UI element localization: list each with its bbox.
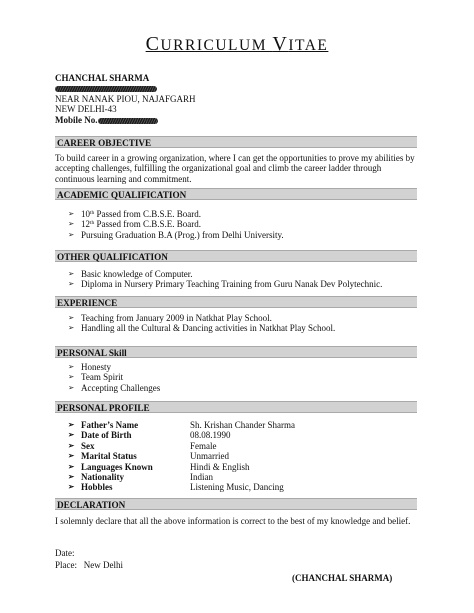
item-text-rest: Passed from C.B.S.E. Board. <box>94 209 202 219</box>
profile-row <box>68 430 418 440</box>
arrow-bullet-icon: ➢ <box>68 461 75 471</box>
list-item-text <box>81 209 201 219</box>
list-item-text: Team Spirit <box>81 372 124 383</box>
arrow-bullet-icon: ➢ <box>68 430 75 440</box>
profile-label-text: Languages Known <box>81 461 153 472</box>
title-part-itae: ITAE <box>288 37 329 54</box>
arrow-bullet-icon: ➢ <box>68 420 75 429</box>
arrow-bullet-icon: ➢ <box>68 269 75 278</box>
contact-block <box>55 73 435 125</box>
title-initial-v: V <box>272 33 289 55</box>
arrow-bullet-icon: ➢ <box>68 313 75 322</box>
arrow-bullet-icon: ➢ <box>68 382 75 392</box>
arrow-bullet-icon: ➢ <box>68 482 75 492</box>
profile-value: Listening Music, Dancing <box>190 482 284 493</box>
date-label: Date: <box>55 548 75 558</box>
profile-label <box>68 462 190 472</box>
arrow-bullet-icon: ➢ <box>68 209 75 218</box>
personal-skill-heading: PERSONAL Skill <box>55 346 417 358</box>
arrow-bullet-icon: ➢ <box>68 323 75 333</box>
profile-label <box>68 420 190 430</box>
profile-value: Female <box>190 440 217 451</box>
item-text: 12 <box>81 219 90 230</box>
mobile-line <box>55 115 435 125</box>
arrow-bullet-icon: ➢ <box>68 372 75 382</box>
place-value: New Delhi <box>83 560 123 570</box>
career-objective-heading: CAREER OBJECTIVE <box>55 136 417 148</box>
address-line-2: NEW DELHI-43 <box>55 104 117 115</box>
profile-label-text: Sex <box>81 440 95 451</box>
profile-row <box>68 451 418 461</box>
list-item-text: Basic knowledge of Computer. <box>81 269 193 279</box>
profile-row <box>68 482 418 492</box>
experience-list <box>68 313 418 334</box>
academic-item <box>68 219 418 229</box>
profile-label-text: Date of Birth <box>81 430 132 441</box>
academic-item <box>68 230 418 240</box>
academic-item <box>68 209 418 219</box>
skill-item <box>68 362 418 372</box>
ordinal-suffix: th <box>90 210 95 216</box>
profile-value: Unmarried <box>190 451 229 462</box>
profile-label-text: Father’s Name <box>81 420 139 430</box>
profile-label <box>68 441 190 451</box>
signature: (CHANCHAL SHARMA) <box>292 573 393 583</box>
profile-row <box>68 462 418 472</box>
profile-value: Hindi & English <box>190 461 250 472</box>
arrow-bullet-icon: ➢ <box>68 451 75 461</box>
list-item-text: Accepting Challenges <box>81 382 161 393</box>
other-qualification-item <box>68 279 418 289</box>
declaration-heading: DECLARATION <box>55 498 417 510</box>
place-label: Place: <box>55 560 77 570</box>
document-title <box>0 32 474 57</box>
list-item-text: Teaching from January 2009 in Natkhat Play School. <box>81 313 272 323</box>
list-item-text <box>81 230 284 240</box>
candidate-name: CHANCHAL SHARMA <box>55 73 150 83</box>
skill-item <box>68 372 418 382</box>
academic-heading: ACADEMIC QUALIFICATION <box>55 188 417 200</box>
arrow-bullet-icon: ➢ <box>68 219 75 229</box>
title-initial-c: C <box>145 33 161 55</box>
profile-row <box>68 441 418 451</box>
skill-item <box>68 383 418 393</box>
declaration-text: I solemnly declare that all the above information is correct to the best of my knowledge and belief. <box>55 516 411 526</box>
redaction-scribble <box>55 86 157 92</box>
experience-heading: EXPERIENCE <box>55 296 417 308</box>
list-item-text: Handling all the Cultural & Dancing activities in Natkhat Play School. <box>81 323 336 334</box>
profile-label <box>68 472 190 482</box>
personal-profile-heading: PERSONAL PROFILE <box>55 401 417 413</box>
personal-profile-table <box>68 420 418 493</box>
item-text: Pursuing Graduation B.A (Prog.) from Delhi University. <box>81 229 284 240</box>
arrow-bullet-icon: ➢ <box>68 362 75 371</box>
profile-label-text: Hobbles <box>81 482 113 493</box>
redacted-line <box>55 83 435 93</box>
mobile-label: Mobile No. <box>55 114 98 125</box>
other-qualification-list <box>68 269 418 290</box>
title-part-urriculum: URRICULUM <box>160 37 273 54</box>
place-line <box>55 560 123 570</box>
experience-item <box>68 313 418 323</box>
experience-item <box>68 323 418 333</box>
profile-label-text: Marital Status <box>81 451 137 462</box>
other-qualification-item <box>68 269 418 279</box>
list-item-text: Honesty <box>81 362 111 372</box>
profile-value: Sh. Krishan Chander Sharma <box>190 420 295 430</box>
profile-row <box>68 420 418 430</box>
profile-value: 08.08.1990 <box>190 430 231 441</box>
profile-value: Indian <box>190 471 213 482</box>
item-text: 10 <box>81 209 90 219</box>
personal-skill-list <box>68 362 418 393</box>
mobile-redaction-scribble <box>98 118 158 124</box>
profile-label <box>68 451 190 461</box>
arrow-bullet-icon: ➢ <box>68 229 75 239</box>
list-item-text: Diploma in Nursery Primary Teaching Training from Guru Nanak Dev Polytechnic. <box>81 279 383 290</box>
arrow-bullet-icon: ➢ <box>68 279 75 289</box>
profile-label-text: Nationality <box>81 471 125 482</box>
profile-row <box>68 472 418 482</box>
list-item-text <box>81 219 201 229</box>
arrow-bullet-icon: ➢ <box>68 440 75 450</box>
address-line-1: NEAR NANAK PIOU, NAJAFGARH <box>55 93 196 104</box>
other-qualification-heading: OTHER QUALIFICATION <box>55 250 417 262</box>
profile-label <box>68 430 190 440</box>
ordinal-suffix: th <box>90 220 95 227</box>
academic-list <box>68 209 418 240</box>
arrow-bullet-icon: ➢ <box>68 471 75 481</box>
profile-label <box>68 482 190 492</box>
item-text-rest: Passed from C.B.S.E. Board. <box>94 219 202 230</box>
career-objective-text: To build career in a growing organization, where I can get the opportunities to prove my abilities by accepting challenges, fulfilling the organizational goal and climb the career ladder through continuous learning and commitment. <box>55 153 415 184</box>
